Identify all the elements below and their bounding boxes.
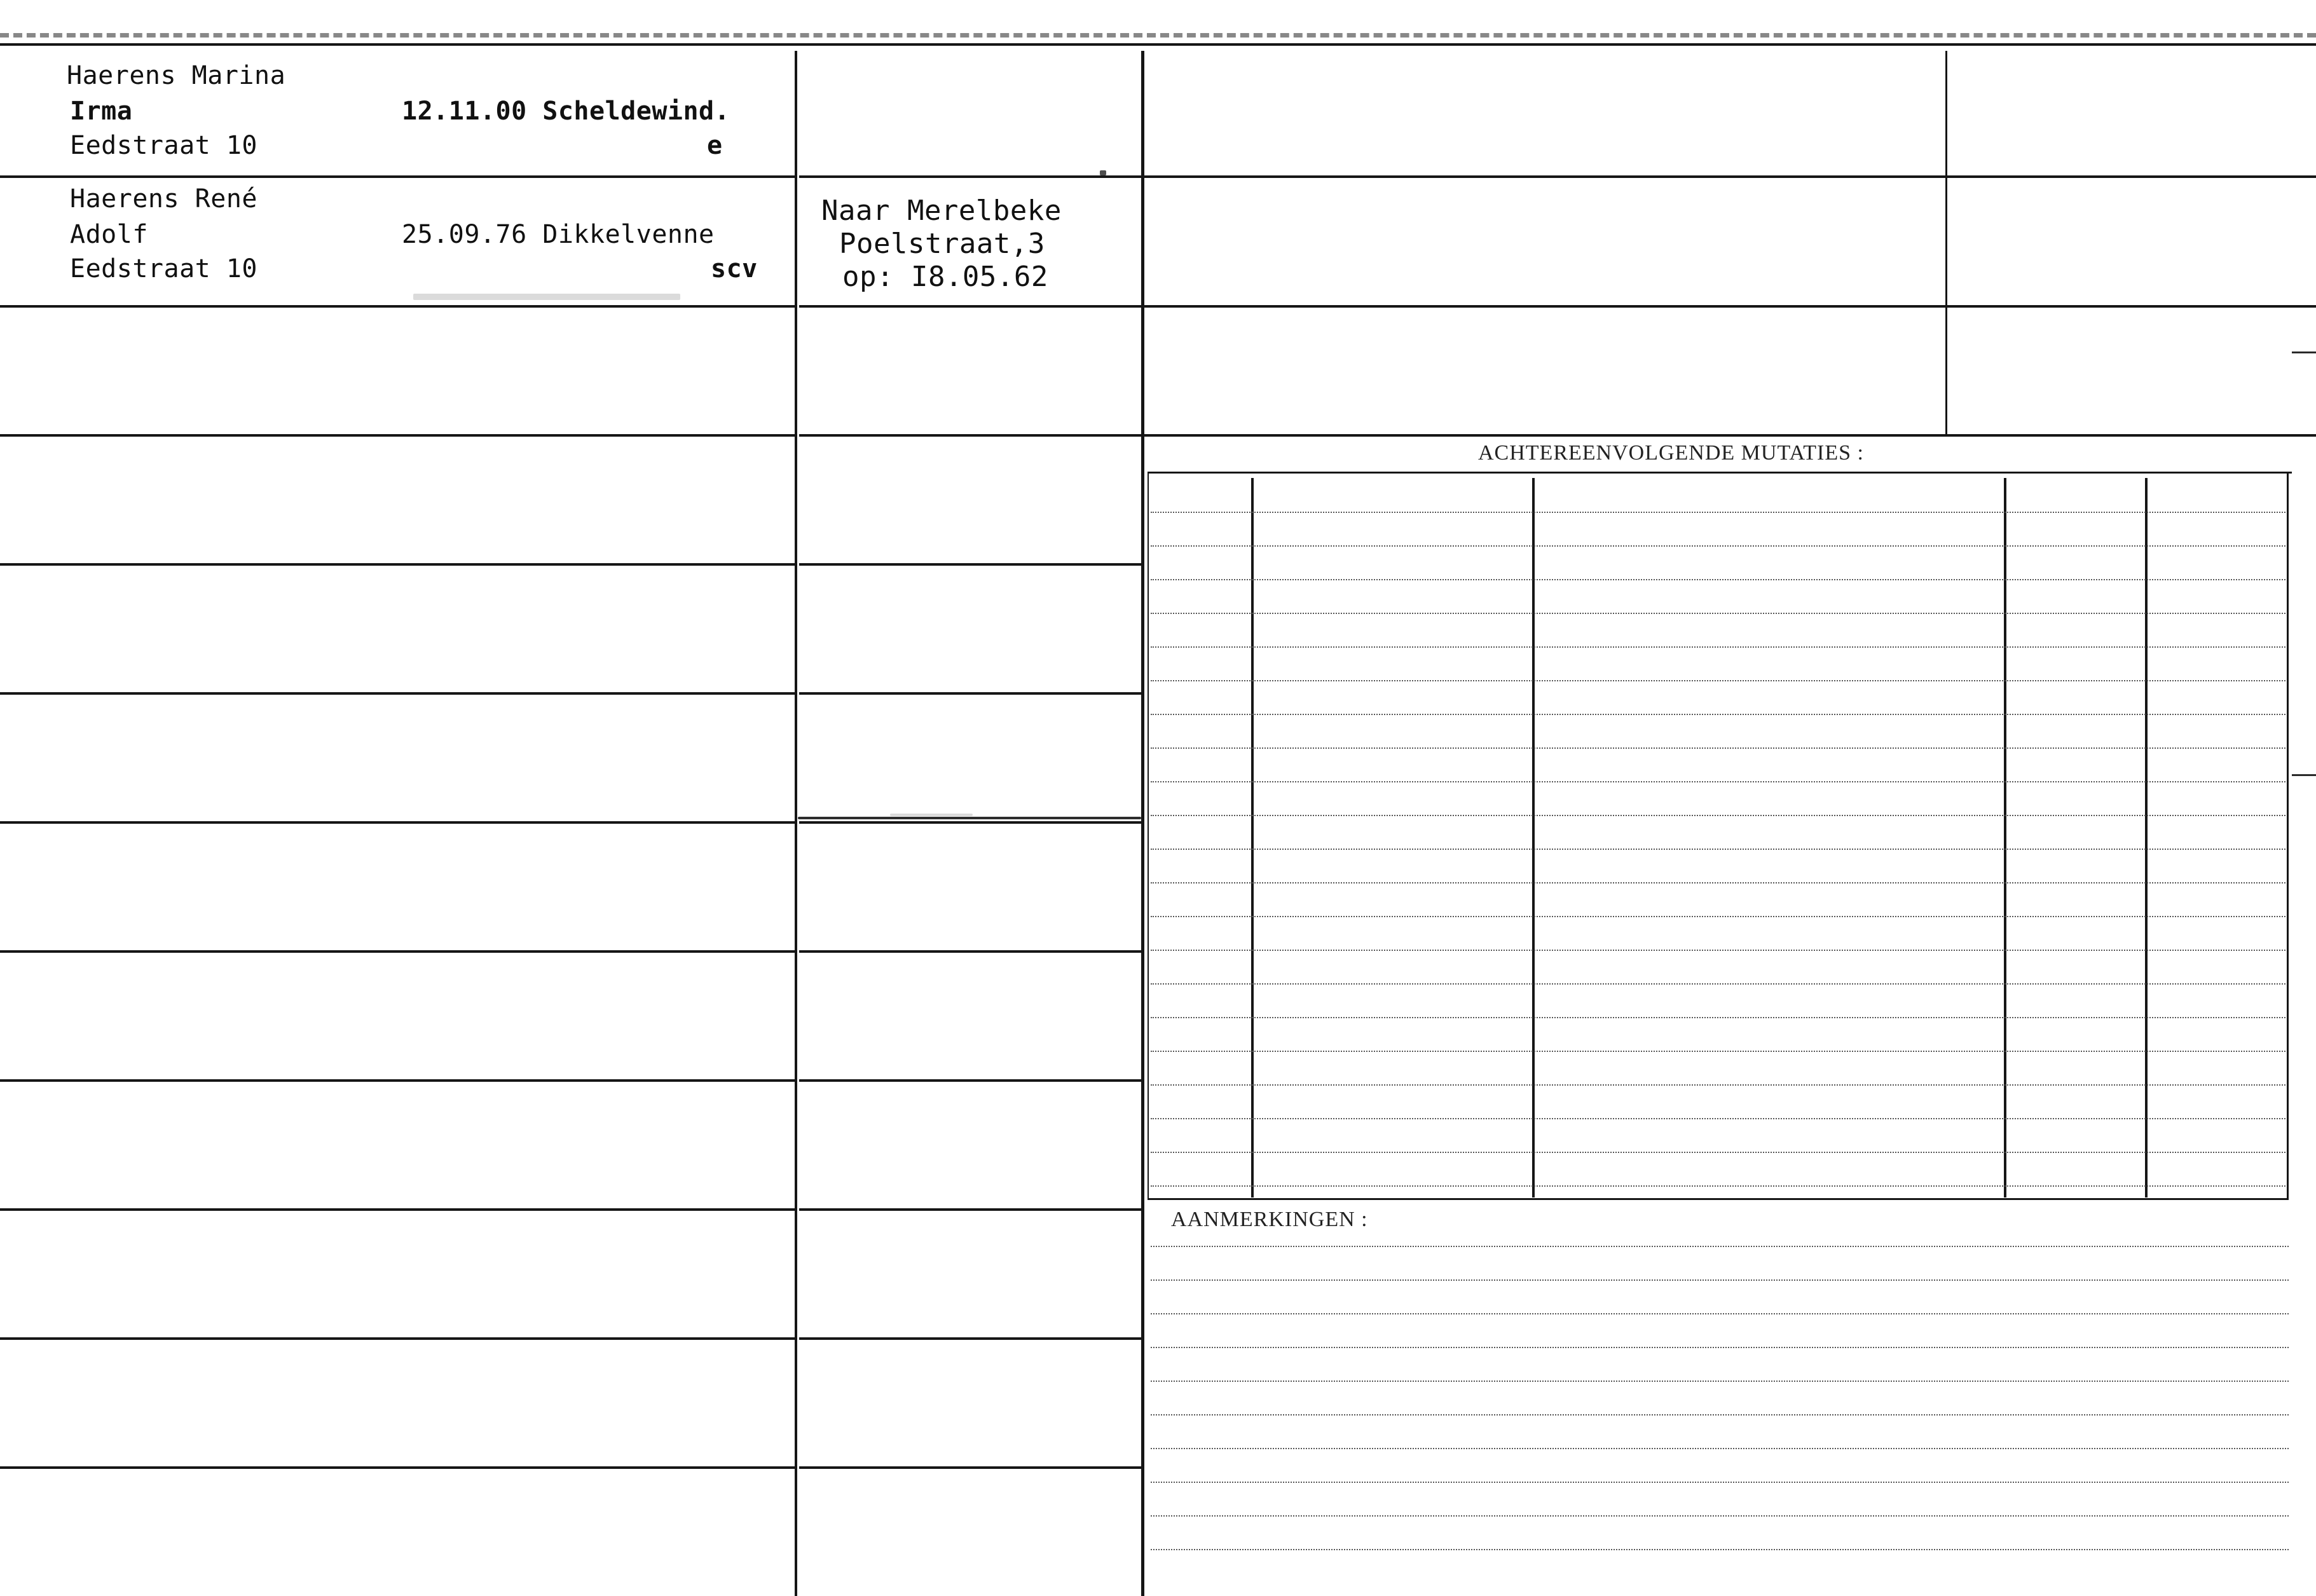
mutations-right-edge: [2287, 474, 2289, 1198]
ruled-line: [1151, 545, 2285, 547]
record-address: Eedstraat 10: [70, 254, 257, 283]
row-rule: [0, 1079, 795, 1082]
row-rule: [799, 1079, 1141, 1082]
ruled-line: [1151, 1051, 2285, 1052]
margin-tick: [2292, 774, 2316, 776]
record-name: Haerens Marina: [67, 61, 286, 90]
row-rule: [799, 1208, 1141, 1211]
mutations-col-divider: [2145, 478, 2148, 1197]
top-rule: [0, 43, 2316, 46]
ruled-line: [1151, 680, 2285, 681]
ruled-line: [1151, 1185, 2285, 1187]
ruled-line: [1151, 1118, 2285, 1119]
ruled-line: [1151, 714, 2285, 715]
mutations-col-divider: [1251, 478, 1254, 1197]
ruled-line: [1151, 916, 2285, 917]
mutations-left-edge: [1148, 474, 1149, 1198]
mutations-heading: ACHTEREENVOLGENDE MUTATIES :: [1478, 441, 1864, 465]
scan-speck: [413, 294, 680, 300]
right-upper-divider: [1945, 51, 1947, 434]
ruled-line: [1151, 950, 2285, 951]
row-rule: [0, 175, 795, 178]
row-rule: [0, 1337, 795, 1340]
move-line-2: Poelstraat,3: [839, 228, 1045, 260]
ruled-line: [1151, 1246, 2289, 1247]
move-line-3: op: I8.05.62: [842, 261, 1048, 293]
ruled-line: [1151, 882, 2285, 883]
ruled-line: [1151, 1084, 2285, 1086]
ruled-line: [1151, 747, 2285, 749]
row-rule: [799, 1337, 1141, 1340]
ruled-line: [1151, 1448, 2289, 1449]
ruled-line: [1151, 1347, 2289, 1348]
top-border: [0, 33, 2316, 38]
row-rule: [1144, 305, 2316, 308]
mutations-col-divider: [1532, 478, 1535, 1197]
row-rule: [799, 1466, 1141, 1469]
ruled-line: [1151, 983, 2285, 985]
row-rule: [0, 1466, 795, 1469]
ruled-line: [1151, 613, 2285, 614]
ruled-line: [1151, 1313, 2289, 1314]
row-rule: [0, 563, 795, 566]
record-birth: 12.11.00 Scheldewind.: [402, 97, 730, 126]
ruled-line: [1151, 1381, 2289, 1382]
row-rule: [0, 305, 795, 308]
row-rule: [799, 821, 1141, 824]
row-rule: [0, 434, 795, 437]
record-status: e: [707, 131, 723, 160]
record-second-name: Adolf: [70, 220, 148, 249]
move-line-1: Naar Merelbeke: [821, 194, 1062, 227]
ruled-line: [1151, 512, 2285, 513]
row-rule: [799, 175, 1141, 178]
scan-speck: [798, 817, 1141, 819]
row-rule: [0, 950, 795, 953]
ruled-line: [1151, 579, 2285, 580]
ruled-line: [1151, 1482, 2289, 1483]
ruled-line: [1151, 646, 2285, 648]
row-rule: [0, 821, 795, 824]
row-rule: [799, 950, 1141, 953]
row-rule: [0, 1208, 795, 1211]
ruled-line: [1151, 1152, 2285, 1153]
ruled-line: [1151, 1549, 2289, 1550]
record-name: Haerens René: [70, 184, 257, 214]
ruled-line: [1151, 815, 2285, 816]
ruled-line: [1151, 1414, 2289, 1415]
ruled-line: [1151, 1279, 2289, 1281]
row-rule: [1144, 175, 2316, 178]
ruled-line: [1151, 1515, 2289, 1517]
row-rule: [1144, 434, 2316, 437]
row-rule: [799, 305, 1141, 308]
left-column-divider: [795, 51, 797, 1596]
row-rule: [799, 434, 1141, 437]
ruled-line: [1151, 781, 2285, 782]
ruled-line: [1151, 849, 2285, 850]
mutations-col-divider: [2004, 478, 2006, 1197]
row-rule: [799, 692, 1141, 695]
ruled-line: [1151, 1017, 2285, 1018]
row-rule: [0, 692, 795, 695]
row-rule: [799, 563, 1141, 566]
mutations-top-rule: [1148, 472, 2292, 474]
margin-tick: [2292, 351, 2316, 353]
record-status: scv: [711, 254, 758, 283]
record-address: Eedstraat 10: [70, 131, 257, 160]
record-birth: 25.09.76 Dikkelvenne: [402, 220, 715, 249]
middle-column-divider: [1141, 51, 1144, 1596]
remarks-heading: AANMERKINGEN :: [1171, 1208, 1368, 1231]
scan-speck: [1100, 170, 1106, 175]
mutations-bottom-rule: [1148, 1198, 2289, 1200]
record-second-name: Irma: [70, 97, 133, 126]
scan-speck: [890, 814, 973, 816]
